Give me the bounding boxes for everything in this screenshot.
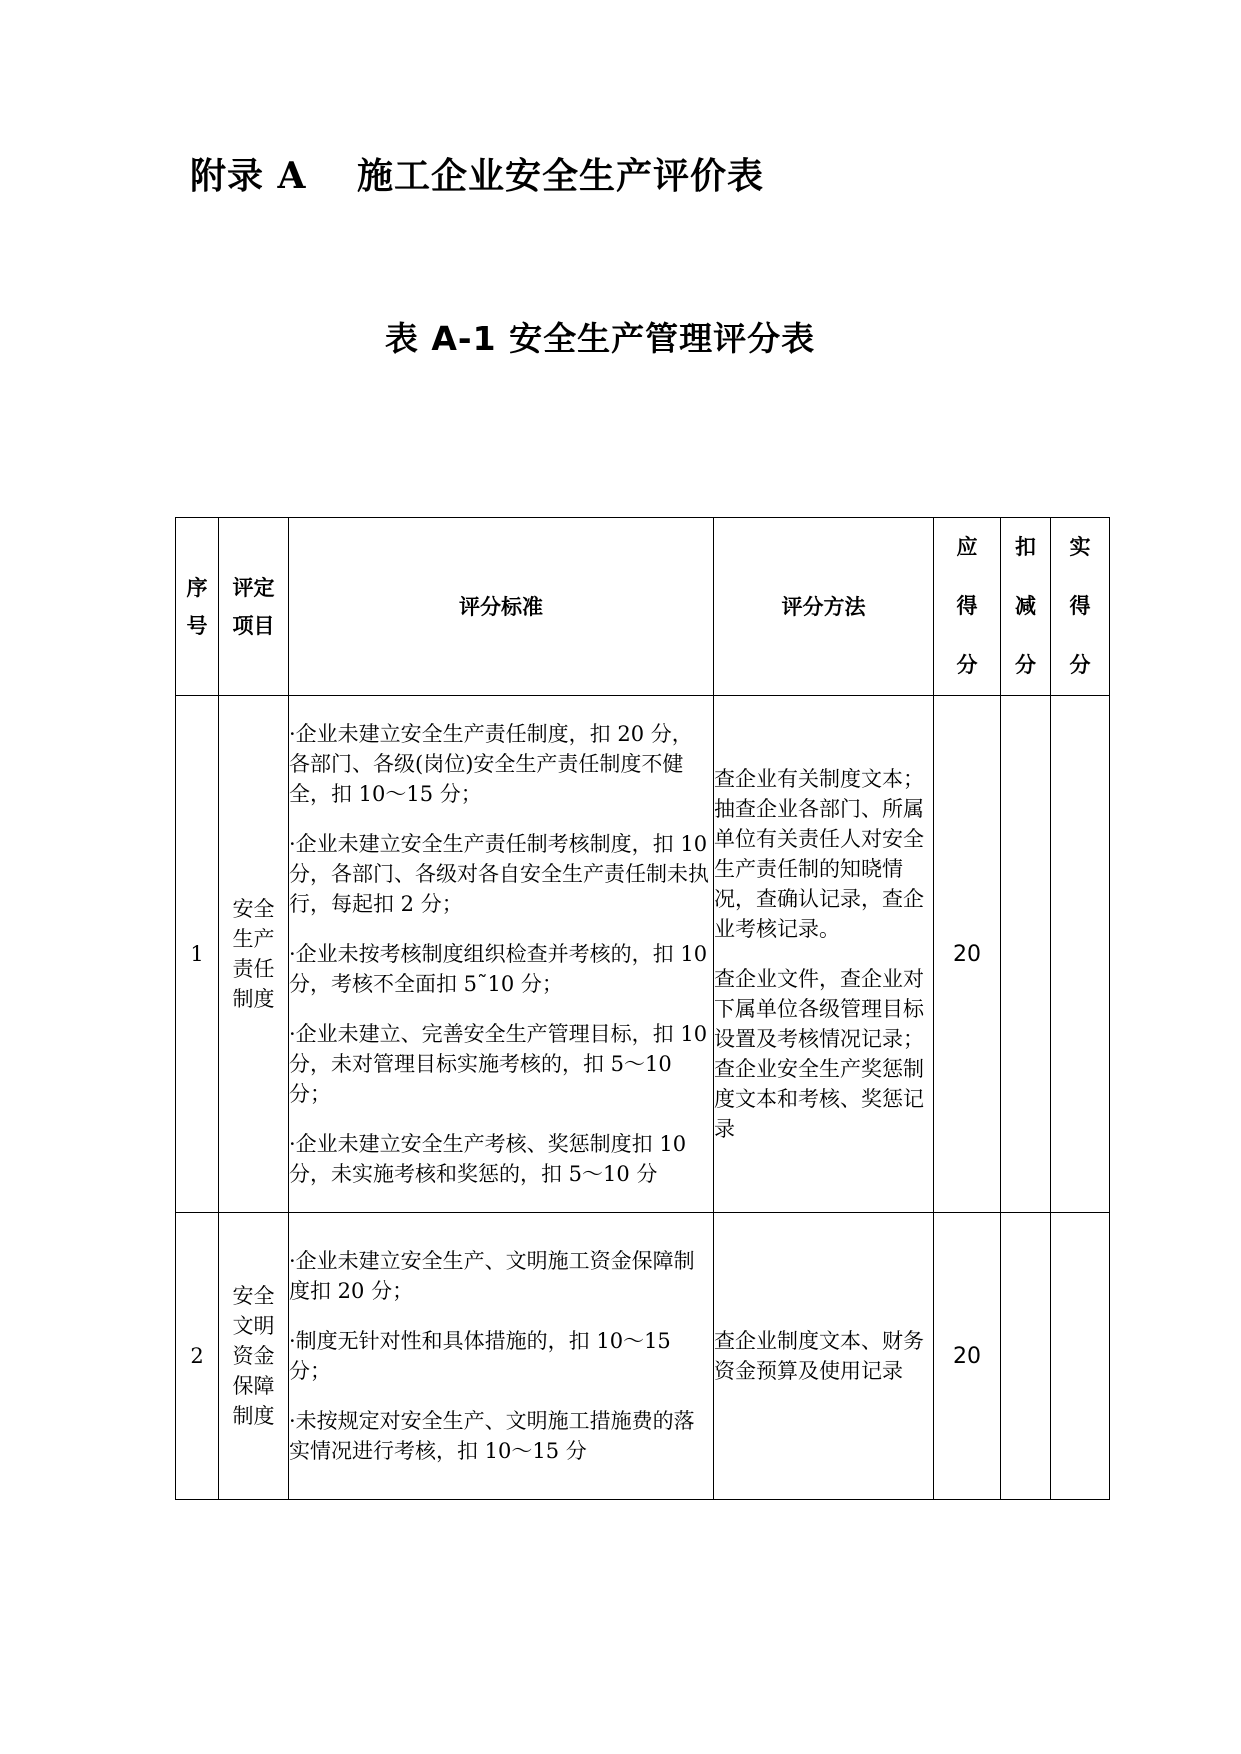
method-entry: 查企业文件，查企业对下属单位各级管理目标设置及考核情况记录；查企业安全生产奖惩制度文本和考核、奖惩记录 bbox=[714, 967, 924, 1141]
row-criteria bbox=[289, 1213, 714, 1500]
header-criteria: 评分标准 bbox=[289, 518, 714, 696]
criteria-entry: ·未按规定对安全生产、文明施工措施费的落实情况进行考核，扣 10～15 分 bbox=[289, 1409, 695, 1463]
header-should-score: 应得分 bbox=[934, 518, 1001, 696]
header-actual-score: 实得分 bbox=[1051, 518, 1110, 696]
appendix-title: 附录 A 施工企业安全生产评价表 bbox=[190, 155, 764, 197]
header-item: 评定项目 bbox=[219, 518, 289, 696]
header-row bbox=[176, 518, 1110, 696]
criteria-entry: ·企业未按考核制度组织检查并考核的，扣 10 分，考核不全面扣 5˜10 分； bbox=[289, 942, 708, 996]
criteria-entry: ·企业未建立安全生产考核、奖惩制度扣 10 分，未实施考核和奖惩的，扣 5～10 分 bbox=[289, 1132, 687, 1186]
row-deduct-score[interactable] bbox=[1001, 1213, 1051, 1500]
criteria-entry: ·企业未建立安全生产责任制度，扣 20 分，各部门、各级(岗位)安全生产责任制度不健全，扣 10～15 分； bbox=[289, 722, 693, 806]
row-item: 安全生产责任制度 bbox=[219, 696, 289, 1213]
row-criteria bbox=[289, 696, 714, 1213]
criteria-entry: ·企业未建立安全生产责任制考核制度，扣 10 分，各部门、各级对各自安全生产责任制未执行，每起扣 2 分； bbox=[289, 832, 709, 916]
criteria-entry: ·制度无针对性和具体措施的，扣 10～15 分； bbox=[289, 1329, 671, 1383]
criteria-entry: ·企业未建立安全生产、文明施工资金保障制度扣 20 分； bbox=[289, 1249, 695, 1303]
row-item: 安全文明资金保障制度 bbox=[219, 1213, 289, 1500]
row-number: 2 bbox=[176, 1213, 219, 1500]
row-method bbox=[714, 1213, 934, 1500]
header-no: 序号 bbox=[176, 518, 219, 696]
row-actual-score[interactable] bbox=[1051, 1213, 1110, 1500]
criteria-entry: ·企业未建立、完善安全生产管理目标，扣 10 分，未对管理目标实施考核的，扣 5～10 分； bbox=[289, 1022, 708, 1106]
table-row bbox=[176, 696, 1110, 1213]
method-entry: 查企业有关制度文本；抽查企业各部门、所属单位有关责任人对安全生产责任制的知晓情况，查确认记录，查企业考核记录。 bbox=[714, 767, 924, 941]
header-deduct-score: 扣减分 bbox=[1001, 518, 1051, 696]
row-actual-score[interactable] bbox=[1051, 696, 1110, 1213]
row-should-score: 20 bbox=[934, 696, 1001, 1213]
row-method bbox=[714, 696, 934, 1213]
safety-management-score-table bbox=[175, 517, 1110, 1500]
table-row bbox=[176, 1213, 1110, 1500]
method-entry: 查企业制度文本、财务资金预算及使用记录 bbox=[714, 1329, 924, 1383]
table-title: 表 A-1 安全生产管理评分表 bbox=[384, 319, 816, 358]
row-number: 1 bbox=[176, 696, 219, 1213]
header-method: 评分方法 bbox=[714, 518, 934, 696]
row-deduct-score[interactable] bbox=[1001, 696, 1051, 1213]
row-should-score: 20 bbox=[934, 1213, 1001, 1500]
